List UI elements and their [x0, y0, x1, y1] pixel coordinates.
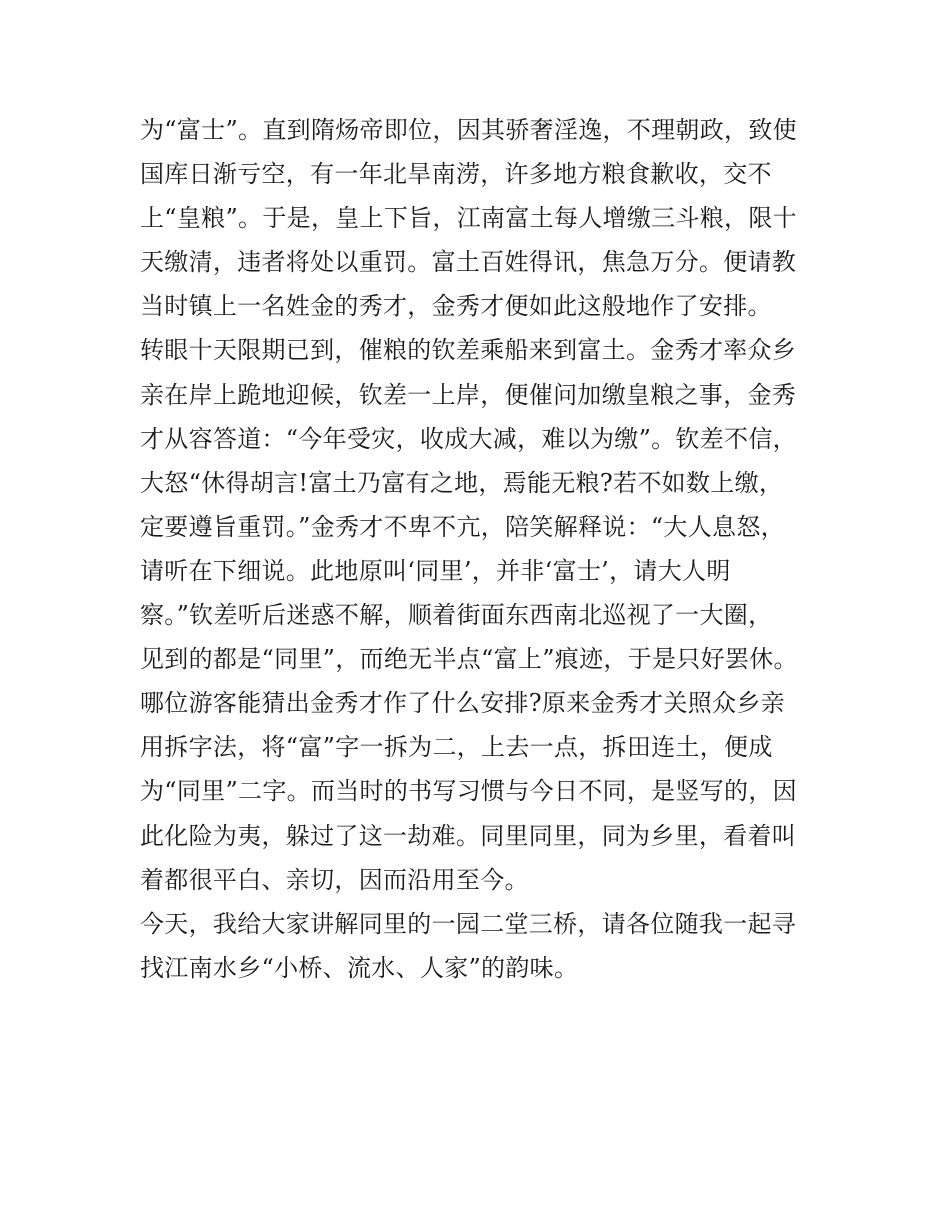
text-line: 请听在下细说。此地原叫‘同里’，并非‘富士’，请大人明: [140, 556, 731, 585]
text-line: 为“富士”。直到隋炀帝即位，因其骄奢淫逸，不理朝政，致使: [140, 116, 797, 144]
text-line: 见到的都是“同里”，而绝无半点“富上”痕迹，于是只好罢休。: [140, 645, 798, 674]
text-line: 亲在岸上跪地迎候，钦差一上岸，便催问加缴皇粮之事，金秀: [140, 380, 797, 409]
text-line: 当时镇上一名姓金的秀才，金秀才便如此这般地作了安排。: [140, 292, 772, 321]
text-line: 为“同里”二字。而当时的书写习惯与今日不同，是竖写的，因: [140, 777, 797, 806]
body-text: [140, 108, 830, 990]
text-line: 大怒“休得胡言!富土乃富有之地，焉能无粮?若不如数上缴，: [140, 468, 784, 497]
text-line: 今天，我给大家讲解同里的一园二堂三桥，请各位随我一起寻: [140, 909, 797, 938]
text-line: 此化险为夷，躲过了这一劫难。同里同里，同为乡里，看着叫: [140, 821, 797, 850]
text-line: 国库日渐亏空，有一年北旱南涝，许多地方粮食歉收，交不: [140, 160, 772, 189]
text-line: 找江南水乡“小桥、流水、人家”的韵味。: [140, 953, 579, 982]
text-line: 着都很平白、亲切，因而沿用至今。: [140, 865, 529, 894]
text-line: 察。”钦差听后迷惑不解，顺着街面东西南北巡视了一大圈，: [140, 601, 773, 630]
text-line: 上“皇粮”。于是，皇上下旨，江南富土每人增缴三斗粮，限十: [140, 204, 797, 233]
text-line: 转眼十天限期已到，催粮的钦差乘船来到富土。金秀才率众乡: [140, 336, 797, 365]
text-line: 天缴清，违者将处以重罚。富土百姓得讯，焦急万分。便请教: [140, 248, 797, 277]
text-line: 定要遵旨重罚。”金秀才不卑不亢，陪笑解释说：“大人息怒，: [140, 512, 785, 541]
text-line: 哪位游客能猜出金秀才作了什么安排?原来金秀才关照众乡亲: [140, 689, 785, 718]
text-line: 用拆字法，将“富”字一拆为二，上去一点，拆田连土，便成: [140, 733, 773, 762]
text-line: 才从容答道：“今年受灾，收成大减，难以为缴”。钦差不信，: [140, 424, 797, 453]
